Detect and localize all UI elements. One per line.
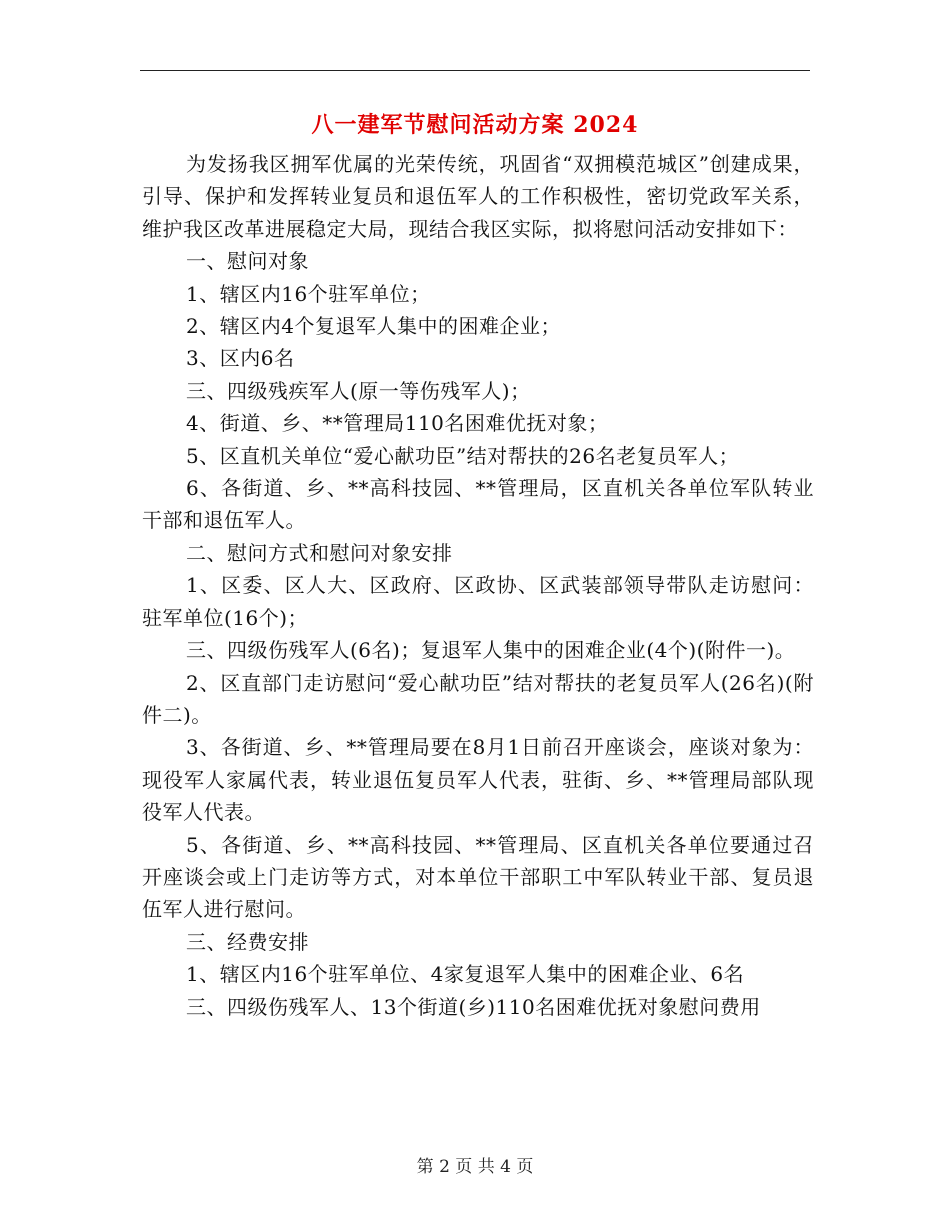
list-item: 1、辖区内16个驻军单位；: [186, 281, 431, 306]
list-item: 4、街道、乡、**管理局110名困难优抚对象；: [186, 411, 609, 436]
header-rule: [140, 70, 810, 71]
list-item: 1、辖区内16个驻军单位、4家复退军人集中的困难企业、6名: [186, 962, 745, 987]
document-title: 八一建军节慰问活动方案 2024: [311, 112, 639, 138]
list-item: 三、四级伤残军人、13个街道(乡)110名困难优抚对象慰问费用: [186, 994, 761, 1019]
section-heading: 二、慰问方式和慰问对象安排: [186, 540, 453, 565]
list-item: 5、区直机关单位“爱心献功臣”结对帮扶的26名老复员军人；: [186, 443, 740, 468]
list-item: 2、辖区内4个复退军人集中的困难企业；: [186, 314, 561, 339]
intro-paragraph: 为发扬我区拥军优属的光荣传统，巩固省“双拥模范城区”创建成果，引导、保护和发挥转业复员和退伍军人的工作积极性，密切党政军关系，维护我区改革进展稳定大局，现结合我区实际，拟将慰问活动安排如下：: [142, 152, 814, 241]
list-item: 6、各街道、乡、**高科技园、**管理局，区直机关各单位军队转业干部和退伍军人。: [142, 476, 814, 533]
section-heading: 一、慰问对象: [186, 249, 309, 274]
list-item: 3、区内6名: [186, 346, 295, 371]
document-body: [142, 148, 814, 1023]
list-item: 三、四级残疾军人(原一等伤残军人)；: [186, 378, 531, 403]
section-heading: 三、经费安排: [186, 929, 309, 954]
list-item: 1、区委、区人大、区政府、区政协、区武装部领导带队走访慰问：驻军单位(16个)；: [142, 573, 814, 630]
list-item: 3、各街道、乡、**管理局要在8月1日前召开座谈会，座谈对象为：现役军人家属代表，转业退伍复员军人代表，驻街、乡、**管理局部队现役军人代表。: [142, 735, 814, 825]
page-footer: 第 2 页 共 4 页: [416, 1157, 534, 1177]
list-item: 2、区直部门走访慰问“爱心献功臣”结对帮扶的老复员军人(26名)(附件二)。: [142, 670, 814, 727]
list-item: 三、四级伤残军人(6名)；复退军人集中的困难企业(4个)(附件一)。: [186, 638, 796, 663]
list-item: 5、各街道、乡、**高科技园、**管理局、区直机关各单位要通过召开座谈会或上门走访等方式，对本单位干部职工中军队转业干部、复员退伍军人进行慰问。: [142, 832, 814, 922]
